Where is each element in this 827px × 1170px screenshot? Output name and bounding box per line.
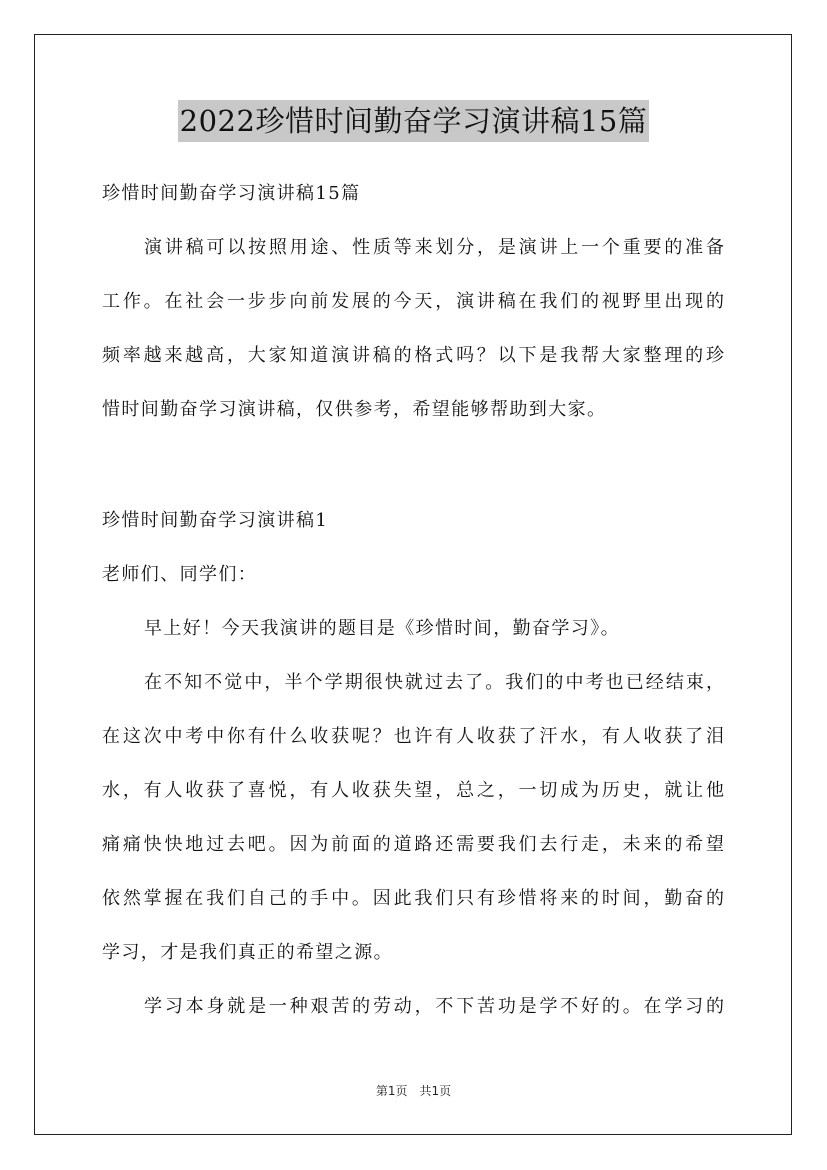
intro-line-4: 惜时间勤奋学习演讲稿，仅供参考，希望能够帮助到大家。 xyxy=(102,399,607,420)
greeting-line: 早上好！今天我演讲的题目是《珍惜时间，勤奋学习》。 xyxy=(144,618,620,639)
page-number-footer: 第1页 共1页 xyxy=(375,1084,452,1098)
paragraph-line-2: 在这次中考中你有什么收获呢？也许有人收获了汗水，有人收获了泪 xyxy=(102,726,724,747)
title-container xyxy=(0,100,827,142)
paragraph-line-5: 依然掌握在我们自己的手中。因此我们只有珍惜将来的时间，勤奋的 xyxy=(102,888,724,909)
document-title: 2022珍惜时间勤奋学习演讲稿15篇 xyxy=(178,100,650,142)
final-paragraph-line: 学习本身就是一种艰苦的劳动，不下苦功是学不好的。在学习的 xyxy=(144,996,724,1017)
intro-line-3: 频率越来越高，大家知道演讲稿的格式吗？以下是我帮大家整理的珍 xyxy=(102,345,724,366)
salutation: 老师们、同学们： xyxy=(102,564,258,585)
paragraph-line-3: 水，有人收获了喜悦，有人收获失望，总之，一切成为历史，就让他 xyxy=(102,780,724,801)
section-heading: 珍惜时间勤奋学习演讲稿1 xyxy=(102,510,329,531)
intro-line-1: 演讲稿可以按照用途、性质等来划分，是演讲上一个重要的准备 xyxy=(144,237,724,258)
intro-line-2: 工作。在社会一步步向前发展的今天，演讲稿在我们的视野里出现的 xyxy=(102,291,724,312)
document-subtitle: 珍惜时间勤奋学习演讲稿15篇 xyxy=(102,183,361,204)
paragraph-line-1: 在不知不觉中，半个学期很快就过去了。我们的中考也已经结束， xyxy=(144,672,724,693)
paragraph-line-6: 学习，才是我们真正的希望之源。 xyxy=(102,942,393,963)
paragraph-line-4: 痛痛快快地过去吧。因为前面的道路还需要我们去行走，未来的希望 xyxy=(102,834,724,855)
